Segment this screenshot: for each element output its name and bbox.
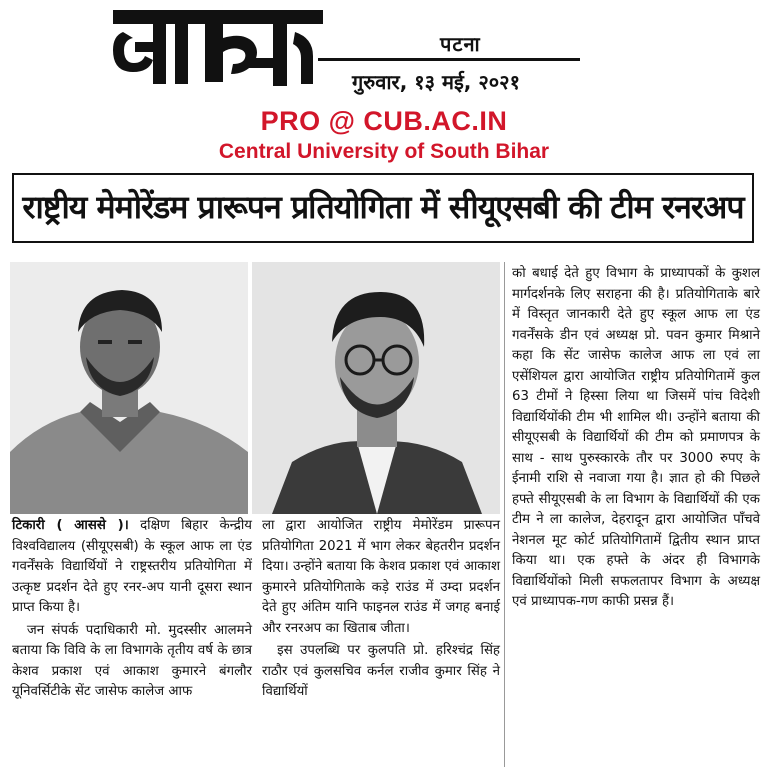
column-divider (504, 262, 505, 767)
article-paragraph (512, 264, 760, 613)
paragraph-text: को बधाई देते हुए विभाग के प्राध्यापकों के कुशल मार्गदर्शनके लिए सराहना की है। प्रतियोगिताके बारे में विस्तृत जानकारी देते हुए स्कूल आफ ला एंड गवर्नेंसके डीन एवं अध्यक्ष प्रो. पवन कुमार मिश्राने कहा कि सेंट जासेफ कालेज आफ ला एवं ला एसेंशियल द्वारा आयोजित राष्ट्रीय प्रतियोगितामें कुल 63 टीमों ने हिस्सा लिया था जिसमें पांच विदेशी विद्यार्थियोंकी टीम भी शामिल थी। उन्होंने बताया की सीयूएसबी के विद्यार्थियों की टीम को प्रमाणपत्र के साथ - साथ पुरुस्कारके तौर पर 3000 रुपए के ईनामी राशि से नवाजा गया है। ज्ञात हो की पिछले हफ्ते सीयूएसबी के ला विभाग के विद्यार्थियों की एक टीम ने ला कालेज, देहरादून द्वारा आयोजित पाँचवे नेशनल मूट कोर्ट प्रतियोगितामें द्वितीय स्थान प्राप्त किया था। एक हफ्ते के अंदर ही विभागके विद्यार्थियोंको मिली सफलतापर विभाग के अध्यक्ष एवं प्राध्यापक-गण काफी प्रसन्न हैं। (512, 266, 760, 609)
student-portrait-2-icon (252, 262, 500, 514)
student-photo-left (10, 262, 248, 514)
masthead-logo (105, 2, 330, 92)
dateline: टिकारी ( आससे )। (12, 518, 129, 533)
pro-credit: PRO @ CUB.AC.IN (260, 106, 508, 136)
article-paragraph (12, 621, 252, 703)
student-portrait-1-icon (10, 262, 248, 514)
paragraph-text: ला द्वारा आयोजित राष्ट्रीय मेमोरेंडम प्रारूपन प्रतियोगिता 2021 में भाग लेकर बेहतरीन प्रदर्शन दिया। उन्होंने बताया कि केशव प्रकाश एवं आकाश कुमारने प्रतियोगिताके कड़े राउंड में उम्दा प्रदर्शन देते हुए अंतिम यानि फाइनल राउंड में जगह बनाई और रनरअप का खिताब जीता। (262, 518, 500, 636)
article-paragraph (262, 641, 500, 703)
paragraph-text: जन संपर्क पदाधिकारी मो. मुदस्सीर आलमने बताया कि विवि के ला विभागके तृतीय वर्ष के छात्र केशव प्रकाश एवं आकाश कुमारने बंगलौर यूनिवर्सिटीके सेंट जासेफ कालेज आफ (12, 622, 252, 699)
edition-city: पटना (440, 32, 481, 56)
article-paragraph (12, 516, 252, 619)
headline: राष्ट्रीय मेमोरेंडम प्रारूपन प्रतियोगिता में सीयूएसबी की टीम रनरअप (22, 188, 744, 226)
edition-date: गुरुवार, १३ मई, २०२१ (352, 70, 520, 94)
article-column-2 (262, 516, 500, 705)
student-photo-right (252, 262, 500, 514)
article-paragraph (262, 516, 500, 639)
article-column-1 (12, 516, 252, 705)
organization-name: Central University of South Bihar (218, 140, 550, 163)
article-column-3 (512, 264, 760, 615)
divider (318, 58, 580, 61)
paragraph-text: दक्षिण बिहार केन्द्रीय विश्वविद्यालय (सीयूएसबी) के स्कूल आफ ला एंड गवर्नेंसके विद्यार्थियों ने राष्ट्रस्तरीय प्रतियोगिता में उत्कृष्ट प्रदर्शन देते हुए रनर-अप यानी दूसरा स्थान प्राप्त किया है। (12, 518, 252, 615)
paragraph-text: इस उपलब्धि पर कुलपति प्रो. हरिश्चंद्र सिंह राठौर एवं कुलसचिव कर्नल राजीव कुमार सिंह ने विद्यार्थियों (262, 643, 500, 699)
